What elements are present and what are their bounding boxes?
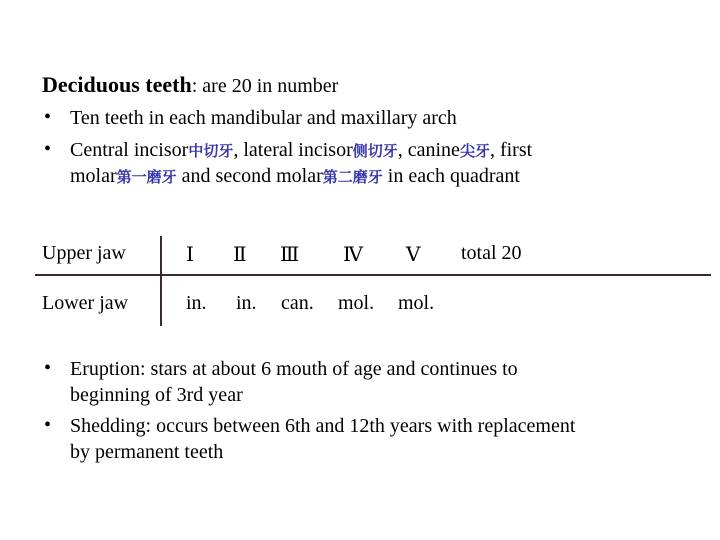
text-first-molar-cn: 第一磨牙 xyxy=(116,168,177,186)
text-each-quadrant: in each quadrant xyxy=(382,165,520,187)
text-second-molar: and second molar xyxy=(176,165,323,187)
bullet-ten-teeth: Ten teeth in each mandibular and maxillary arch xyxy=(70,107,457,129)
text-canine-cn: 尖牙 xyxy=(459,142,490,160)
text-second-molar-cn: 第二磨牙 xyxy=(322,168,383,186)
title-rest: : are 20 in number xyxy=(191,75,339,97)
text-canine: , canine xyxy=(397,139,460,161)
bullet-eruption-line2: beginning of 3rd year xyxy=(70,384,243,406)
bullet-dot: • xyxy=(44,357,52,379)
title-bold: Deciduous teeth xyxy=(42,72,192,97)
bullet-dot: • xyxy=(44,414,52,436)
lower-tooth-1: in. xyxy=(186,292,207,314)
text-lateral-incisor-cn: 侧切牙 xyxy=(352,142,398,160)
upper-jaw-label: Upper jaw xyxy=(42,242,126,264)
bullet-shedding-line1: Shedding: occurs between 6th and 12th years with replacement xyxy=(70,415,576,437)
upper-tooth-1: Ⅰ xyxy=(186,244,194,266)
upper-tooth-5: Ⅴ xyxy=(406,244,421,266)
bullet-tooth-types-line1 xyxy=(70,137,532,164)
text-first: , first xyxy=(489,139,533,161)
bullet-eruption-line1: Eruption: stars at about 6 mouth of age and continues to xyxy=(70,358,518,380)
upper-tooth-3: Ⅲ xyxy=(280,244,300,266)
lower-tooth-3: can. xyxy=(281,292,314,314)
total-count: total 20 xyxy=(461,242,522,264)
lower-tooth-5: mol. xyxy=(398,292,435,314)
bullet-tooth-types-line2 xyxy=(70,163,520,190)
text-central-incisor: Central incisor xyxy=(70,139,189,161)
formula-horizontal-line xyxy=(35,274,711,276)
bullet-dot: • xyxy=(44,106,52,128)
formula-vertical-line xyxy=(160,236,162,326)
text-lateral-incisor: , lateral incisor xyxy=(233,139,353,161)
upper-tooth-4: Ⅳ xyxy=(343,244,363,266)
slide-title xyxy=(42,72,338,98)
bullet-shedding-line2: by permanent teeth xyxy=(70,441,224,463)
lower-tooth-4: mol. xyxy=(338,292,375,314)
bullet-dot: • xyxy=(44,138,52,160)
lower-tooth-2: in. xyxy=(236,292,257,314)
text-molar: molar xyxy=(70,165,117,187)
upper-tooth-2: Ⅱ xyxy=(233,244,247,266)
text-central-incisor-cn: 中切牙 xyxy=(188,142,234,160)
lower-jaw-label: Lower jaw xyxy=(42,292,129,314)
